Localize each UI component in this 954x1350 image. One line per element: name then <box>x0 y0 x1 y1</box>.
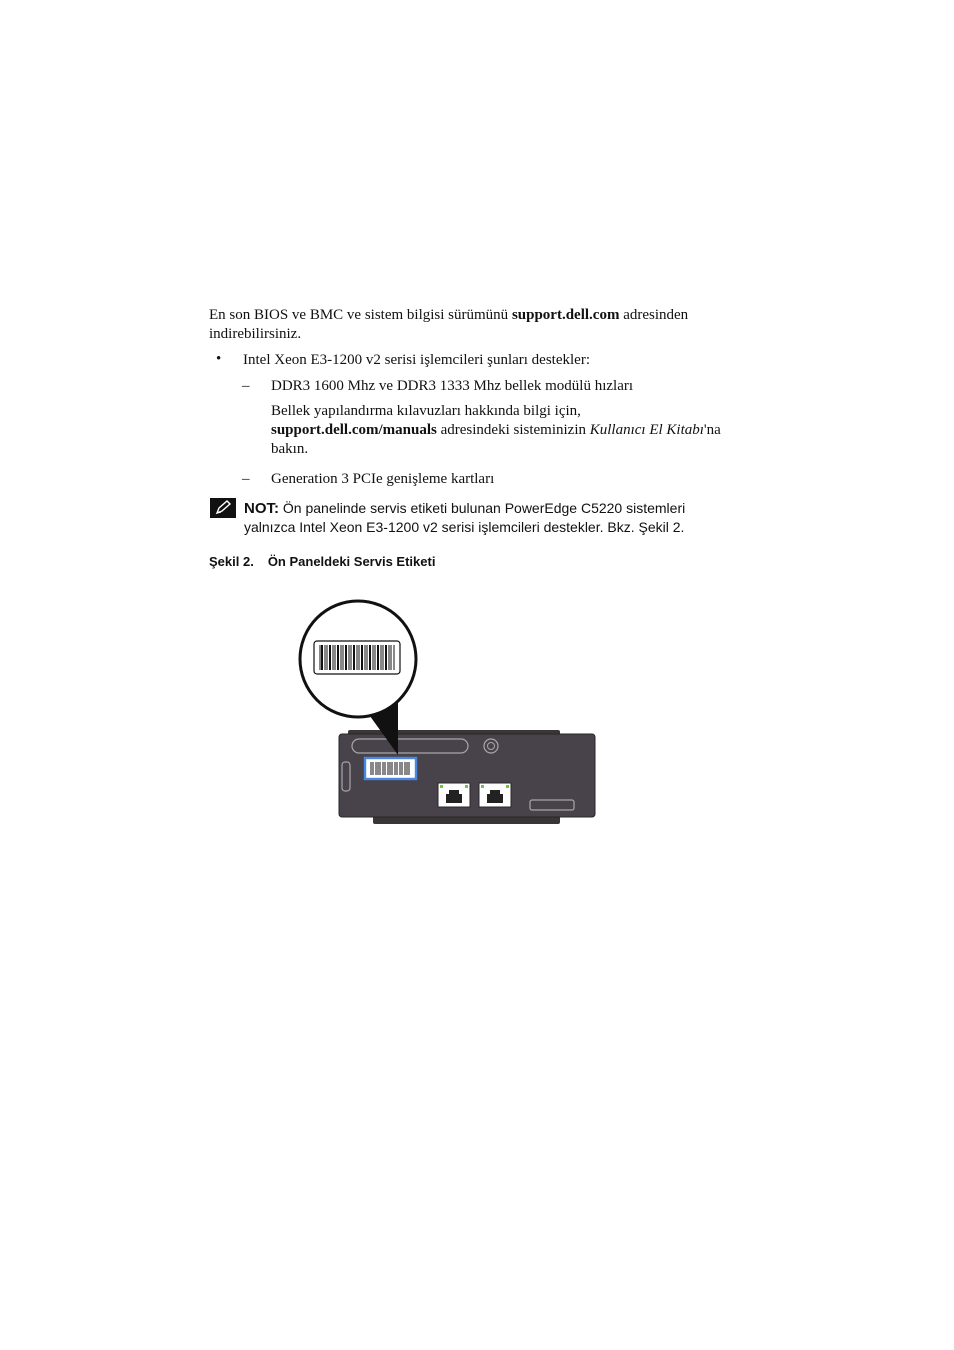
front-panel-figure <box>290 595 610 830</box>
figure-title: Ön Paneldeki Servis Etiketi <box>267 554 436 569</box>
sub-item-memory-speeds: DDR3 1600 Mhz ve DDR3 1333 Mhz bellek modülü hızları <box>271 378 634 394</box>
figure-number: Şekil 2. <box>209 554 254 569</box>
manuals-link[interactable]: support.dell.com/manuals <box>271 422 437 438</box>
handle-slot <box>352 739 468 753</box>
dash-icon: – <box>242 471 250 487</box>
note-icon <box>210 498 236 518</box>
latch <box>342 762 350 791</box>
note-block: NOT: Ön panelinde servis etiketi bulunan PowerEdge C5220 sistemleri yalnızca Intel Xeon E3-1200 v2 serisi işlemcileri destekler. Bkz. Şekil 2. <box>244 500 686 535</box>
intro-line-2: indirebilirsiniz. <box>209 326 302 342</box>
intro-paragraph <box>209 306 769 344</box>
usb-slot <box>530 800 574 810</box>
note-label: NOT: <box>244 500 279 517</box>
sub-item-pcie: Generation 3 PCIe genişleme kartları <box>271 471 495 487</box>
bullet-text: Intel Xeon E3-1200 v2 serisi işlemcileri şunları destekler: <box>243 352 590 368</box>
memory-guidance-paragraph: Bellek yapılandırma kılavuzları hakkında bilgi için, support.dell.com/manuals adresindeki sisteminizin Kullanıcı El Kitabı'na bakın. <box>271 403 721 457</box>
users-manual-title: Kullanıcı El Kitabı <box>589 422 704 438</box>
support-link[interactable]: support.dell.com <box>511 307 620 323</box>
network-port-icon <box>438 783 470 807</box>
figure-caption <box>209 554 435 569</box>
power-button-icon <box>484 739 498 753</box>
intro-line-1: En son BIOS ve BMC ve sistem bilgisi sürümünü support.dell.com adresinden <box>209 307 689 323</box>
bullet-icon: • <box>216 351 222 367</box>
dash-icon: – <box>242 378 250 394</box>
network-port-icon <box>479 783 511 807</box>
